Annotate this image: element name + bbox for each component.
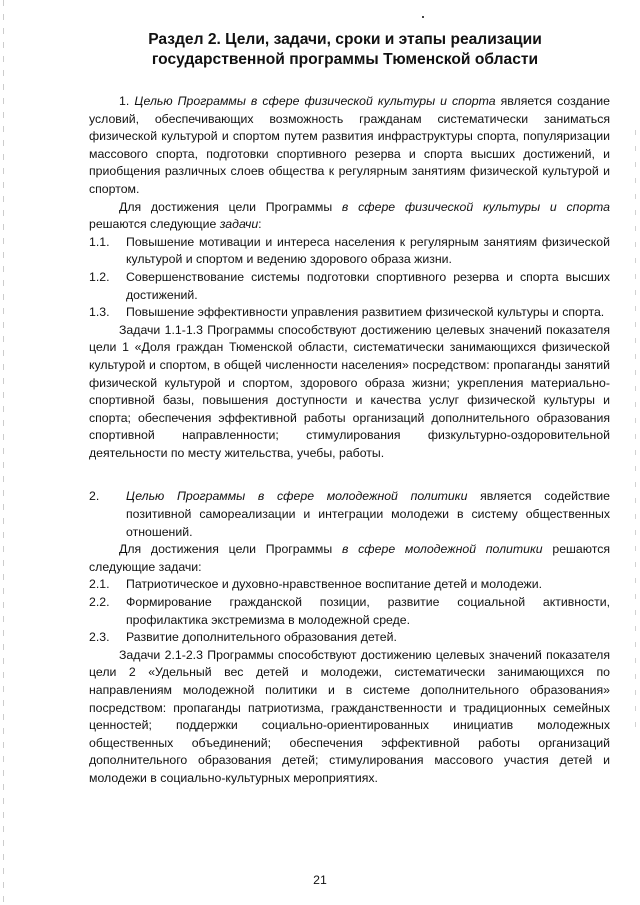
tasks-2-summary: Задачи 2.1-2.3 Программы способствуют достижению целевых значений показателя цели 2 «Удельный вес детей и молодежи, систематически занимающихся по направлениям молодежной политики и в системе дополнительного образования» посредством: пропаганды патриотизма, гражданственности и традиционных семейных ценностей; поддержки социально-ориентированных инициатив молодежных общественных объединений; обеспечения эффективной работы организаций дополнительного образования детей; стимулирования массового участия детей и молодежи в социально-культурных мероприятиях. [89, 647, 610, 785]
scan-edge-left [3, 0, 4, 905]
section-spacer [89, 462, 610, 488]
task-item [89, 629, 610, 647]
tasks-1-intro-pre: Для достижения цели Программы [119, 199, 342, 214]
goal-1-number: 1. [119, 94, 130, 108]
goal-2-paragraph [89, 488, 610, 541]
tasks-1-intro-italic: в сфере физической культуры и спорта [341, 199, 611, 214]
task-text: Патриотическое и духовно-нравственное воспитание детей и молодежи. [126, 577, 543, 592]
task-item [89, 269, 610, 304]
task-item [89, 594, 610, 629]
task-number: 2.3. [89, 630, 110, 645]
task-text: Повышение мотивации и интереса населения к регулярным занятиям физической культурой и спортом и ведению здорового образа жизни. [126, 234, 610, 267]
goal-1-italic: Целью Программы в сфере физической культуры и спорта [134, 94, 496, 108]
tasks-1-summary: Задачи 1.1-1.3 Программы способствуют достижению целевых значений показателя цели 1 «Доля граждан Тюменской области, систематически занимающихся физической культурой и спортом, в общей численности населения» посредством: пропаганды занятий физической культурой и спортом, здорового образа жизни; укрепления материально-спортивной базы, повышения доступности и качества услуг физической культуры и спорта; обеспечения эффективной работы организаций дополнительного образования спортивной направленности; стимулирования физкультурно-оздоровительной деятельности по месту жительства, учебы, работы. [89, 322, 610, 460]
task-number: 1.3. [89, 305, 110, 320]
document-body [89, 93, 610, 788]
task-text: Повышение эффективности управления развитием физической культуры и спорта. [126, 305, 605, 320]
scan-speck [422, 16, 424, 18]
task-item [89, 576, 610, 594]
tasks-2-intro-pre: Для достижения цели Программы [119, 542, 342, 557]
tasks-2-intro-post: решаются следующие задачи: [89, 542, 611, 574]
page-number: 21 [313, 873, 327, 887]
task-text: Совершенствование системы подготовки спортивного резерва и спорта высших достижений. [126, 269, 610, 302]
task-number: 2.1. [89, 577, 110, 592]
tasks-1-intro-post: : [258, 217, 262, 232]
tasks-2-intro [89, 541, 610, 576]
task-number: 2.2. [89, 595, 110, 610]
tasks-1-intro-mid: решаются следующие [89, 217, 220, 232]
task-item [89, 304, 610, 322]
goal-1-paragraph [89, 93, 610, 199]
goal-2-number: 2. [89, 489, 100, 504]
task-number: 1.2. [89, 269, 110, 284]
tasks-1-intro-italic2: задачи [219, 217, 259, 232]
scan-edge-right [635, 130, 636, 730]
task-text: Развитие дополнительного образования детей. [126, 630, 397, 645]
goal-1-text: является создание условий, обеспечивающих возможность гражданам систематически заниматься физической культурой и спортом путем развития инфраструктуры спорта, популяризации массового спорта, подготовки спортивного резерва и спорта высших достижений, и приобщения различных слоев общества к регулярным занятиям физической культурой и спортом. [89, 94, 610, 196]
section-heading: Раздел 2. Цели, задачи, сроки и этапы реализации государственной программы Тюменской области [148, 31, 542, 68]
task-text: Формирование гражданской позиции, развитие социальной активности, профилактика экстремизма в молодежной среде. [126, 595, 610, 627]
task-item [89, 234, 610, 269]
tasks-2-intro-italic: в сфере молодежной политики [341, 542, 543, 557]
goal-2-text: является содействие позитивной самореализации и интеграции молодежи в систему общественных отношений. [126, 489, 610, 539]
tasks-1-intro [89, 199, 610, 234]
task-number: 1.1. [89, 234, 110, 249]
goal-2-italic: Целью Программы в сфере молодежной политики [126, 489, 468, 504]
